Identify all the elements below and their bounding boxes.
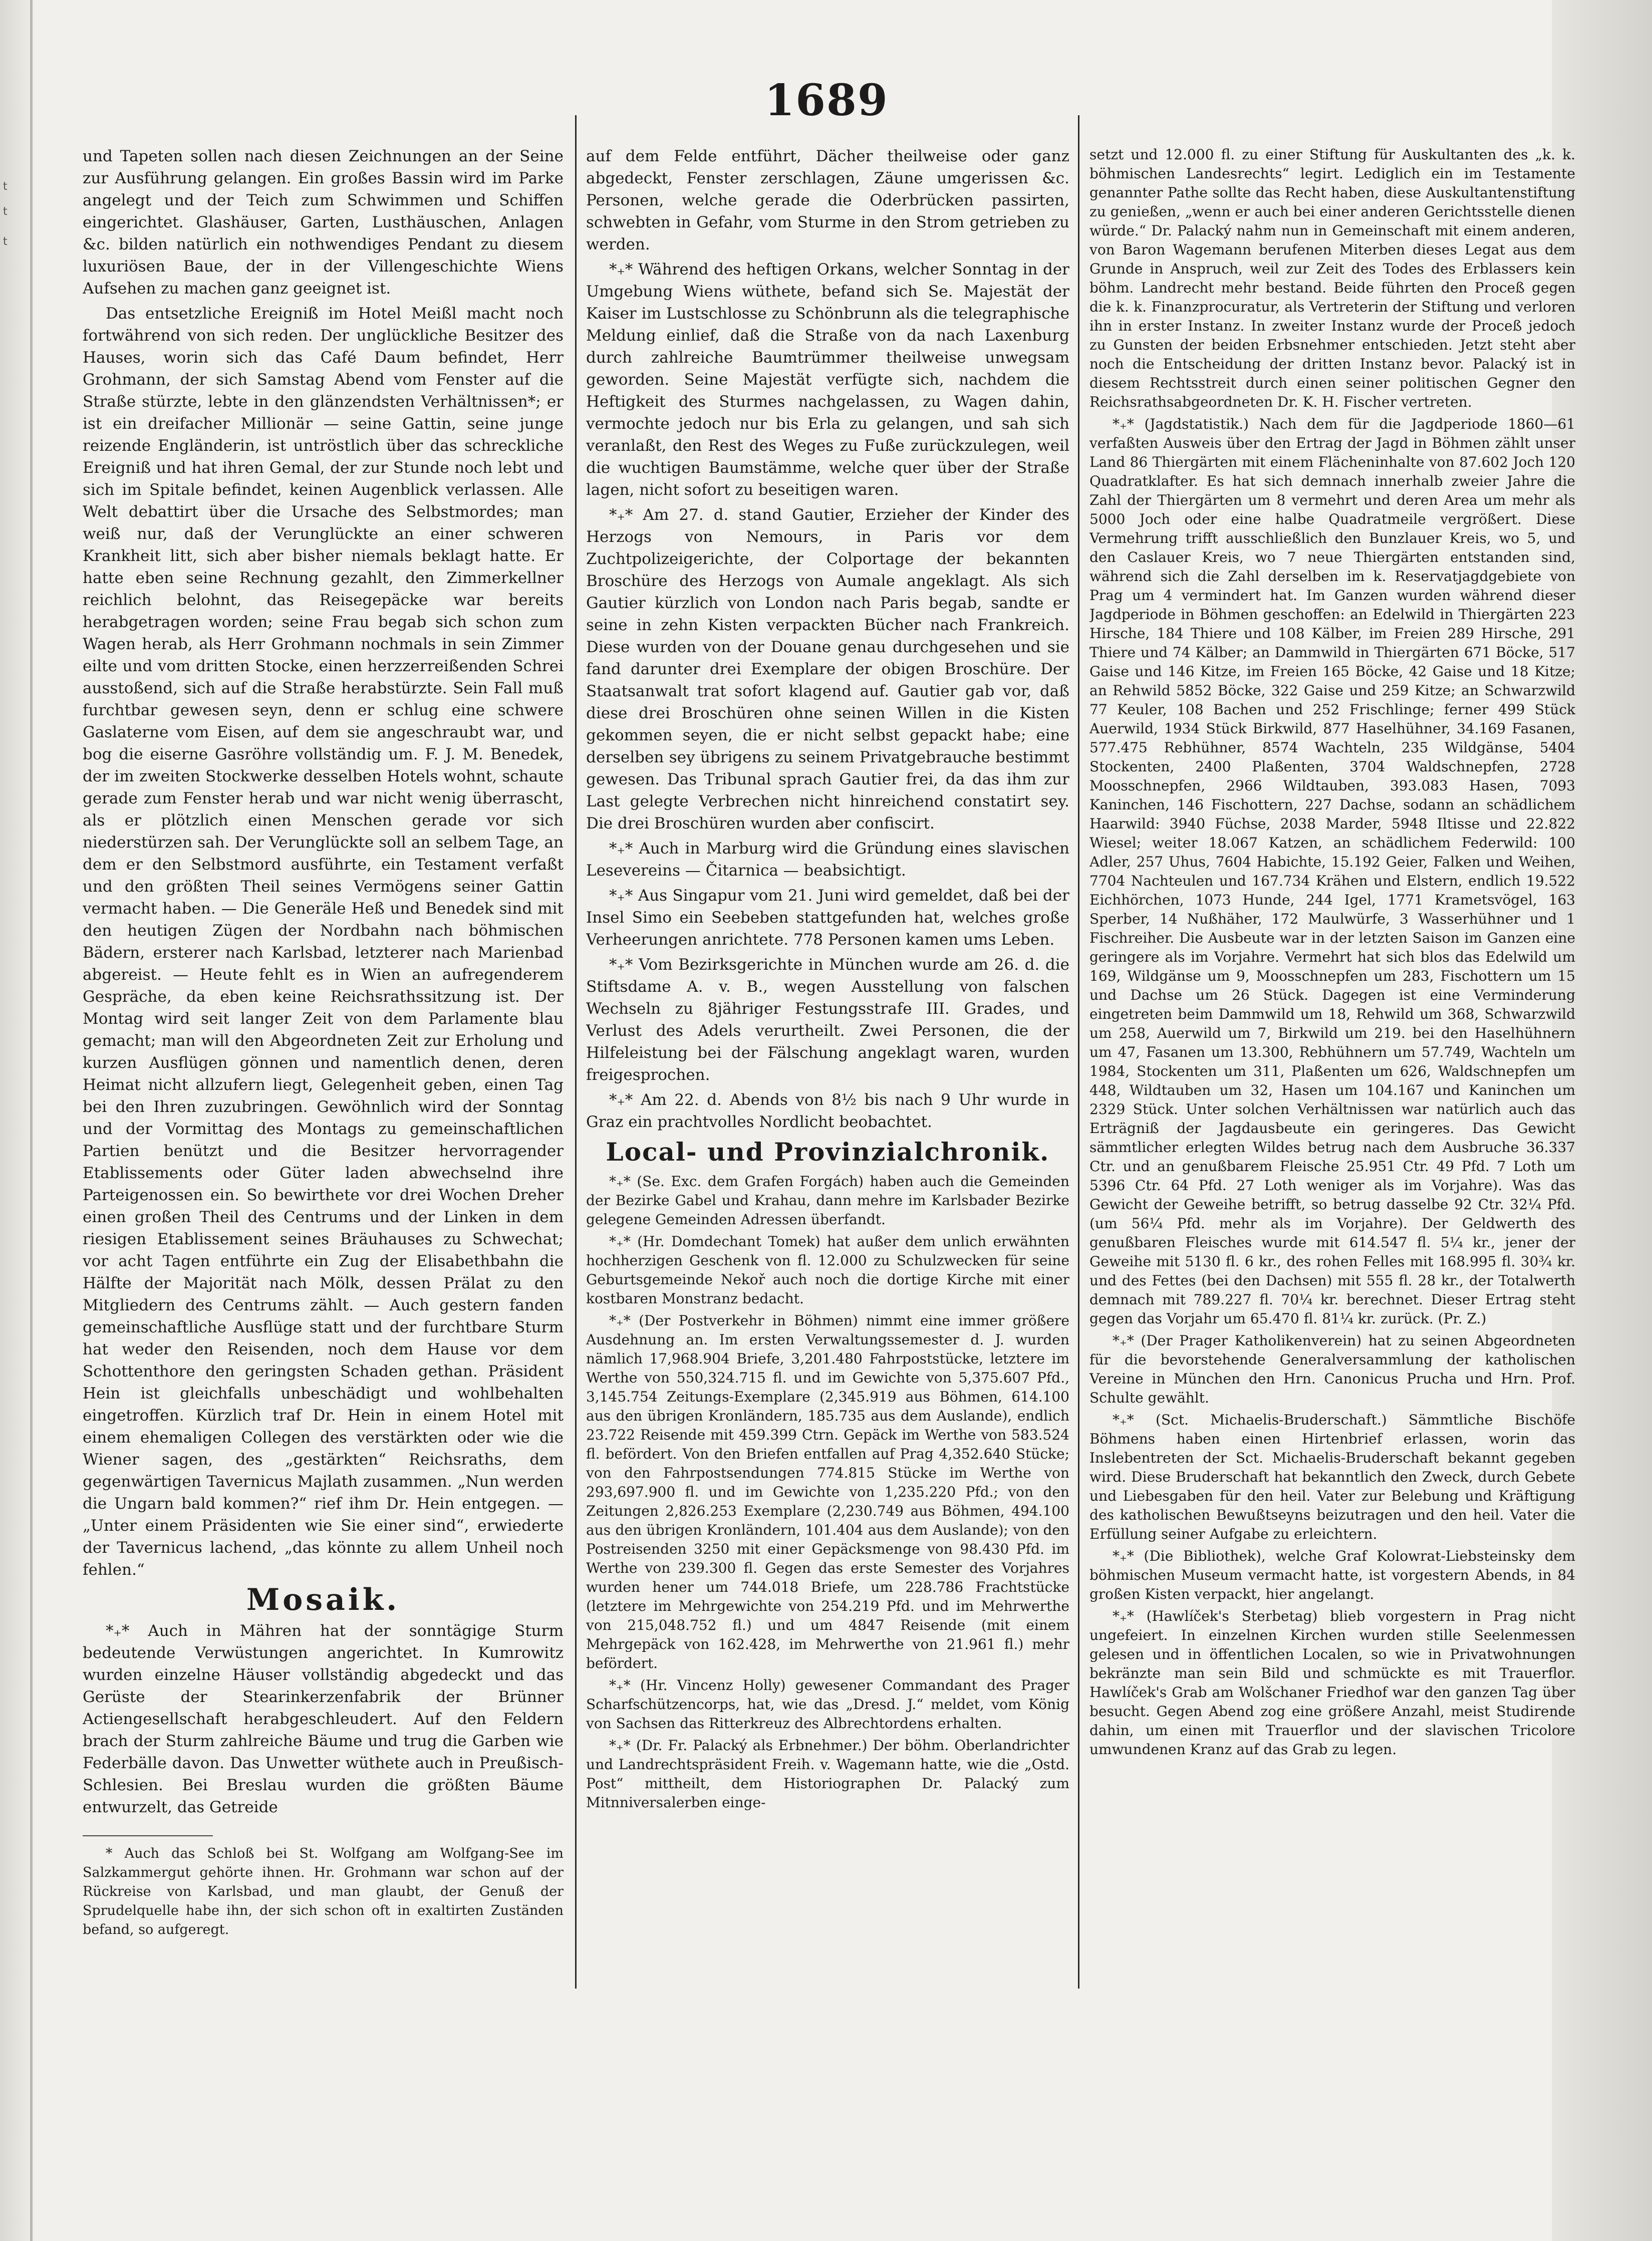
news-item: *₊* Auch in Mähren hat der sonntägige Sturm bedeutende Verwüstungen angerichtet. In Kumrowitz wurden einzelne Häuser vollständig abgedeckt und das Gerüste der Stearinkerzenfabrik der Brünner Actiengesellschaft herabgeschleudert. Auf den Feldern brach der Sturm zahlreiche Bäume und trug die Garben wie Federbälle davon. Das Unwetter wüthete auch in Preußisch-Schlesien. Bei Breslau wurden die größten Bäume entwurzelt, das Getreide — [83, 1622, 564, 1816]
news-item: *₊* (Der Prager Katholikenverein) hat zu seinen Abgeordneten für die bevorstehende Generalversammlung der katholischen Vereine in München den Hrn. Canonicus Prucha und Hrn. Prof. Schulte gewählt. — [1089, 1332, 1575, 1406]
footnote-divider — [83, 1835, 213, 1836]
news-item: *₊* Am 27. d. stand Gautier, Erzieher der Kinder des Herzogs von Nemours, in Paris vor dem Zuchtpolizeigerichte, der Colportage der bekannten Broschüre des Herzogs von Aumale angeklagt. Als sich Gautier kürzlich von London nach Paris begab, sandte er seine in zehn Kisten verpackten Bücher nach Frankreich. Diese wurden von der Douane genau durchgesehen und sie fand darunter drei Exemplare der obigen Broschüre. Der Staatsanwalt trat sofort klagend auf. Gautier gab vor, daß diese drei Broschüren ohne seinen Willen in die Kisten gekommen seyen, die er nicht selbst gepackt habe; eine derselben sey übrigens zu seinem Privatgebrauche bestimmt gewesen. Das Tribunal sprach Gautier frei, da das ihm zur Last gelegte Verbrechen nicht hinreichend constatirt sey. Die drei Broschüren wurden aber confiscirt. — [586, 506, 1069, 832]
news-item: *₊* (Hr. Domdechant Tomek) hat außer dem unlich erwähnten hochherzigen Geschenk von fl. 12.000 zu Schulzwecken für seine Geburtsgemeinde Nekoř auch noch die dortige Kirche mit einer kostbaren Monstranz bedacht. — [586, 1233, 1069, 1307]
column-right — [1089, 145, 1575, 2009]
news-item: setzt und 12.000 fl. zu einer Stiftung für Auskultanten des „k. k. böhmischen Landesrechts“ legirt. Lediglich ein im Testamente genannter Pathe sollte das Recht haben, diese Auskultantenstiftung zu genießen, „wenn er auch bei einer anderen Gerichtsstelle dienen würde.“ Dr. Palacký nahm nun in Gemeinschaft mit einem anderen, von Baron Wagemann berufenen Miterben dieses Legat aus dem Grunde in Anspruch, weil zur Zeit des Todes des Erblassers kein böhm. Landrecht mehr bestand. Beide führten den Proceß gegen die k. k. Finanzprocuratur, als Vertreterin der Stiftung und verloren ihn in erster Instanz. In zweiter Instanz wurde der Proceß jedoch zu Gunsten der beiden Erbsnehmer entschieden. Jetzt steht aber noch die Entscheidung der dritten Instanz bevor. Palacký ist in diesem Rechtsstreit durch einen seiner politischen Gegner den Reichsrathsabgeordneten Dr. K. H. Fischer vertreten. — [1089, 146, 1575, 410]
news-item: *₊* Vom Bezirksgerichte in München wurde am 26. d. die Stiftsdame A. v. B., wegen Ausstellung von falschen Wechseln zu 8jähriger Festungsstrafe III. Grades, und Verlust des Adels verurtheilt. Zwei Personen, die der Hilfeleistung bei der Fälschung angeklagt waren, wurden freigesprochen. — [586, 956, 1069, 1084]
page-number: 1689 — [764, 75, 889, 126]
news-item: *₊* (Jagdstatistik.) Nach dem für die Jagdperiode 1860—61 verfaßten Ausweis über den Ertrag der Jagd in Böhmen zählt unser Land 86 Thiergärten mit einem Flächeninhalte von 87.602 Joch 120 Quadratklafter. Es hat sich demnach innerhalb zweier Jahre die Zahl der Thiergärten um 8 vermehrt und deren Area um mehr als 5000 Joch oder eine halbe Quadratmeile vergrößert. Diese Vermehrung trifft ausschließlich den Bunzlauer Kreis, wo 5, und den Caslauer Kreis, wo 7 neue Thiergärten entstanden sind, während sich die Zahl derselben im k. Reservatjagdgebiete von Prag um 4 vermindert hat. Im Ganzen wurden während dieser Jagdperiode in Böhmen geschoffen: an Edelwild in Thiergärten 223 Hirsche, 184 Thiere und 108 Kälber, im Freien 289 Hirsche, 291 Thiere und 74 Kälber; an Dammwild in Thiergärten 671 Böcke, 517 Gaise und 146 Kitze, im Freien 165 Böcke, 42 Gaise und 18 Kitze; an Rehwild 5852 Böcke, 322 Gaise und 259 Kitze; an Schwarzwild 77 Keuler, 108 Bachen und 252 Frischlinge; ferner 499 Stück Auerwild, 1934 Stück Birkwild, 877 Haselhühner, 34.169 Fasanen, 577.475 Rebhühner, 8574 Wachteln, 235 Wildgänse, 5404 Stockenten, 2400 Plaßenten, 3704 Waldschnepfen, 2728 Moosschnepfen, 2966 Wildtauben, 393.083 Hasen, 7093 Kaninchen, 146 Fischottern, 227 Dachse, sodann an schädlichem Haarwild: 3940 Füchse, 2038 Marder, 5948 Iltisse und 22.822 Wiesel; weiter 18.067 Katzen, an schädlichem Federwild: 100 Adler, 257 Uhus, 7604 Habichte, 15.192 Geier, Falken und Weihen, 7704 Nachteulen und 167.734 Krähen und Elstern, endlich 19.522 Eichhörchen, 1073 Hunde, 244 Igel, 1771 Krametsvögel, 163 Sperber, 14 Nußhäher, 172 Maulwürfe, 3 Wasserhühner und 1 Fischreiher. Die Ausbeute war in der letzten Saison im Ganzen eine geringere als im Vorjahre. Vermehrt hat sich blos das Edelwild um 169, Wildgänse um 9, Moosschnepfen um 283, Fischottern um 15 und Dachse um 26 Stück. Dagegen ist eine Verminderung eingetreten beim Dammwild um 18, Rehwild um 368, Schwarzwild um 258, Auerwild um 7, Birkwild um 219. bei den Haselhühnern um 47, Fasanen um 13.300, Rebhühnern um 57.749, Wachteln um 1984, Stockenten um 311, Plaßenten um 626, Waldschnepfen um 448, Wildtauben um 32, Hasen um 104.167 und Kaninchen um 2329 Stück. Unter solchen Verhältnissen war natürlich auch das Erträgniß der Jagdausbeute ein geringeres. Das Gewicht sämmtlicher erlegten Wildes betrug nach dem Ausbruche 36.337 Ctr. und an genußbarem Fleische 25.951 Ctr. 49 Pfd. 7 Loth um 5396 Ctr. 64 Pfd. 27 Loth weniger als im Vorjahre). Was das Gewicht der Geweihe betrifft, so betrug dasselbe 92 Ctr. 32¼ Pfd. (um 56¼ Pfd. mehr als im Vorjahre). Der Geldwerth des genußbaren Fleisches wurde mit 614.547 fl. 5¼ kr., jener der Geweihe mit 5130 fl. 6 kr., des rohen Felles mit 168.995 fl. 30¾ kr. und des Fettes (bei den Dachsen) mit 555 fl. 28 kr., der Totalwerth demnach mit 789.227 fl. 70¼ kr. berechnet. Dieser Ertrag steht gegen das Vorjahr um 65.470 fl. 81¼ kr. zurück. (Pr. Z.) — [1089, 416, 1575, 1327]
edge-mark: t — [3, 205, 8, 218]
news-item: *₊* Aus Singapur vom 21. Juni wird gemeldet, daß bei der Insel Simo ein Seebeben stattgefunden hat, welches große Verheerungen anrichtete. 778 Personen kamen ums Leben. — [586, 887, 1069, 949]
edge-mark: t — [3, 180, 8, 193]
news-item: auf dem Felde entführt, Dächer theilweise oder ganz abgedeckt, Fenster zerschlagen, Zäune umgerissen &c. Personen, welche gerade die Oderbrücken passirten, schwebten in Gefahr, vom Sturme in den Strom getrieben zu werden. — [586, 147, 1069, 253]
section-title-local-chronicle: Local- und Provinzialchronik. — [606, 1137, 1050, 1167]
news-item: *₊* Während des heftigen Orkans, welcher Sonntag in der Umgebung Wiens wüthete, befand sich Se. Majestät der Kaiser im Lustschlosse zu Schönbrunn als die telegraphische Meldung einlief, daß die Straße von da nach Laxenburg durch zahlreiche Baumtrümmer theilweise unwegsam geworden. Seine Majestät verfügte sich, nachdem die Heftigkeit des Sturmes nachgelassen, zu Wagen dahin, vermochte jedoch nur bis Erla zu gelangen, und sah sich veranlaßt, den Rest des Weges zu Fuße zurückzulegen, weil die wuchtigen Baumstämme, welche quer über der Straße lagen, nicht sofort zu beseitigen waren. — [586, 260, 1069, 499]
edge-mark: t — [3, 235, 8, 248]
news-item: *₊* (Hr. Vincenz Holly) gewesener Commandant des Prager Scharfschützencorps, hat, wie das „Dresd. J.“ meldet, vom König von Sachsen das Ritterkreuz des Albrechtordens erhalten. — [586, 1677, 1069, 1732]
article-paragraph: Das entsetzliche Ereigniß im Hotel Meißl macht noch fortwährend von sich reden. Der unglückliche Besitzer des Hauses, worin sich das Café Daum befindet, Herr Grohmann, der sich Samstag Abend vom Fenster auf die Straße stürzte, lebte in den glänzendsten Verhältnissen*; er ist ein dreifacher Millionär — seine Gattin, seine junge reizende Engländerin, ist untröstlich über das schreckliche Ereigniß und hat ihren Gemal, der zur Stunde noch lebt und sich im Spitale befindet, keinen Augenblick verlassen. Alle Welt debattirt über die Ursache des Selbstmordes; man weiß nur, daß der Verunglückte an einer schweren Krankheit litt, sich aber bisher niemals beklagt hatte. Er hatte eben seine Rechnung gezahlt, den Zimmerkellner reichlich belohnt, das Reisegepäcke war bereits herabgetragen worden; seine Frau begab sich schon zum Wagen herab, als Herr Grohmann nochmals in sein Zimmer eilte und vom dritten Stocke, einen herzzerreißenden Schrei ausstoßend, sich auf die Straße herabstürzte. Sein Fall muß furchtbar gewesen seyn, denn er schlug eine schwere Gaslaterne vom Eisen, auf dem sie angeschraubt war, und bog die eiserne Gasröhre vollständig um. F. J. M. Benedek, der im zweiten Stockwerke desselben Hotels wohnt, schaute gerade zum Fenster herab und war nicht wenig überrascht, als er plötzlich einen Menschen gerade vor sich niederstürzen sah. Der Verunglückte soll an selbem Tage, an dem er den Selbstmord ausführte, ein Testament verfaßt und den größten Theil seines Vermögens seiner Gattin vermacht haben. — Die Generäle Heß und Benedek sind mit den heutigen Zügen der Nordbahn nach böhmischen Bädern, ersterer nach Karlsbad, letzterer nach Marienbad abgereist. — Heute fehlt es in Wien an aufregenderem Gespräche, da eben keine Reichsrathssitzung ist. Der Montag wird seit langer Zeit von dem Parlamente blau gemacht; man will den Abgeordneten Zeit zur Erholung und kurzen Ausflügen gönnen und namentlich denen, deren Heimat nicht allzufern liegt, Gelegenheit geben, einen Tag bei den Ihren zuzubringen. Gewöhnlich wird der Sonntag und der Vormittag des Montags zu gemeinschaftlichen Partien benützt und die Besitzer hervorragender Etablissements oder Güter laden abwechselnd ihre Parteigenossen ein. So bewirthete vor drei Wochen Dreher einen großen Theil des Centrums und der Linken in dem riesigen Etablissement seines Bräuhauses zu Schwechat; vor acht Tagen entführte ein Zug der Elisabethbahn die Hälfte der Majorität nach Mölk, dessen Prälat zu den Mitgliedern des Centrums zählt. — Auch gestern fanden gemeinschaftliche Ausflüge statt und der furchtbare Sturm hat weder den Reisenden, noch dem Hause vor dem Schottenthore den geringsten Schaden gethan. Präsident Hein ist gleichfalls unbeschädigt und wohlbehalten eingetroffen. Kürzlich traf Dr. Hein in einem Hotel mit einem ehemaligen Collegen des verstärkten oder wie die Wiener sagen, des „gestärkten“ Reichsraths, dem gegenwärtigen Tavernicus Majlath zusammen. „Nun werden die Ungarn bald kommen?“ rief ihm Dr. Hein entgegen. — „Unter einem Präsidenten wie Sie einer sind“, erwiederte der Tavernicus lachend, „das könnte zu allem Unheil noch fehlen.“ — [83, 305, 564, 1579]
column-divider — [575, 115, 577, 1989]
footnote: * Auch das Schloß bei St. Wolfgang am Wolfgang-See im Salzkammergut gehörte ihnen. Hr. Grohmann war schon auf der Rückreise von Karlsbad, und man glaubt, der Genuß der Sprudelquelle habe ihn, der sich schon oft in exaltirten Zuständen befand, so aufgeregt. — [83, 1846, 564, 1937]
news-item: *₊* (Die Bibliothek), welche Graf Kolowrat-Liebsteinsky dem böhmischen Museum vermacht hatte, ist vorgestern Abends, in 84 großen Kisten verpackt, hier angelangt. — [1089, 1548, 1575, 1602]
news-item: *₊* (Hawlíček's Sterbetag) blieb vorgestern in Prag nicht ungefeiert. In einzelnen Kirchen wurden stille Seelenmessen gelesen und in öffentlichen Localen, so wie in Privatwohnungen bekränzte man sein Bild und schmückte es mit Trauerflor. Hawlíček's Grab am Wolšchaner Friedhof war den ganzen Tag über besucht. Gegen Abend zog eine größere Anzahl, meist Studirende dahin, um einen mit Trauerflor und der slavischen Tricolore umwundenen Kranz auf das Grab zu legen. — [1089, 1608, 1575, 1758]
scan-gutter-line — [30, 0, 33, 2241]
news-item: *₊* Auch in Marburg wird die Gründung eines slavischen Lesevereins — Čitarnica — beabsichtigt. — [586, 839, 1069, 880]
article-paragraph: und Tapeten sollen nach diesen Zeichnungen an der Seine zur Ausführung gelangen. Ein großes Bassin wird im Parke angelegt und der Teich zum Schwimmen und Schiffen eingerichtet. Glashäuser, Garten, Lusthäuschen, Anlagen &c. bilden natürlich ein nothwendiges Pendant zu diesem luxuriösen Baue, der in der Villengeschichte Wiens Aufsehen zu machen ganz geeignet ist. — [83, 147, 564, 298]
section-title-mosaik: Mosaik. — [246, 1582, 400, 1617]
news-item: *₊* (Se. Exc. dem Grafen Forgách) haben auch die Gemeinden der Bezirke Gabel und Krahau, dann mehre im Karlsbader Bezirke gelegene Gemeinden Adressen überfandt. — [586, 1173, 1069, 1228]
news-item: *₊* (Der Postverkehr in Böhmen) nimmt eine immer größere Ausdehnung an. Im ersten Verwaltungssemester d. J. wurden nämlich 17,968.904 Briefe, 3,201.480 Fahrpoststücke, letztere im Werthe von 550,324.715 fl. und im Gewichte von 5,375.607 Pfd., 3,145.754 Zeitungs-Exemplare (2,345.919 aus Böhmen, 614.100 aus den übrigen Kronländern, 185.735 aus dem Auslande), endlich 23.722 Reisende mit 459.399 Ctrn. Gepäck im Werthe von 583.524 fl. befördert. Von den Briefen entfallen auf Prag 4,352.640 Stücke; von den Fahrpostsendungen 774.815 Stücke im Werthe von 293,697.900 fl. und im Gewichte von 1,235.220 Pfd.; von den Zeitungen 2,826.253 Exemplare (2,230.749 aus Böhmen, 494.100 aus den übrigen Kronländern, 101.404 aus dem Auslande); von den Postreisenden 3250 mit einer Gepäcksmenge von 98.430 Pfd. im Werthe von 239.300 fl. Gegen das erste Semester des Vorjahres wurden hener um 744.018 Briefe, um 228.786 Frachtstücke (letztere im Mehrgewichte von 254.219 Pfd. und im Mehrwerthe von 215,048.752 fl.) und um 4847 Reisende (mit einem Mehrgepäck von 162.428, im Mehrwerthe von 21.961 fl.) mehr befördert. — [586, 1312, 1069, 1671]
column-divider — [1078, 115, 1079, 1989]
column-left — [83, 145, 564, 2009]
news-item: *₊* Am 22. d. Abends von 8½ bis nach 9 Uhr wurde in Graz ein prachtvolles Nordlicht beobachtet. — [586, 1091, 1069, 1131]
news-item: *₊* (Sct. Michaelis-Bruderschaft.) Sämmtliche Bischöfe Böhmens haben einen Hirtenbrief erlassen, worin das Inslebentreten der Sct. Michaelis-Bruderschaft bekannt gegeben wird. Diese Bruderschaft hat bekanntlich den Zweck, durch Gebete und Liebesgaben für den heil. Vater zur Belebung und Kräftigung des katholischen Bewußtseyns beizutragen und den heil. Vater die Erfüllung seiner Aufgabe zu erleichtern. — [1089, 1412, 1575, 1542]
news-item: *₊* (Dr. Fr. Palacký als Erbnehmer.) Der böhm. Oberlandrichter und Landrechtspräsident Freih. v. Wagemann hatte, wie die „Ostd. Post“ mittheilt, dem Historiographen Dr. Palacký zum Mitnniversalerben einge- — [586, 1737, 1069, 1811]
column-middle — [586, 145, 1069, 2009]
